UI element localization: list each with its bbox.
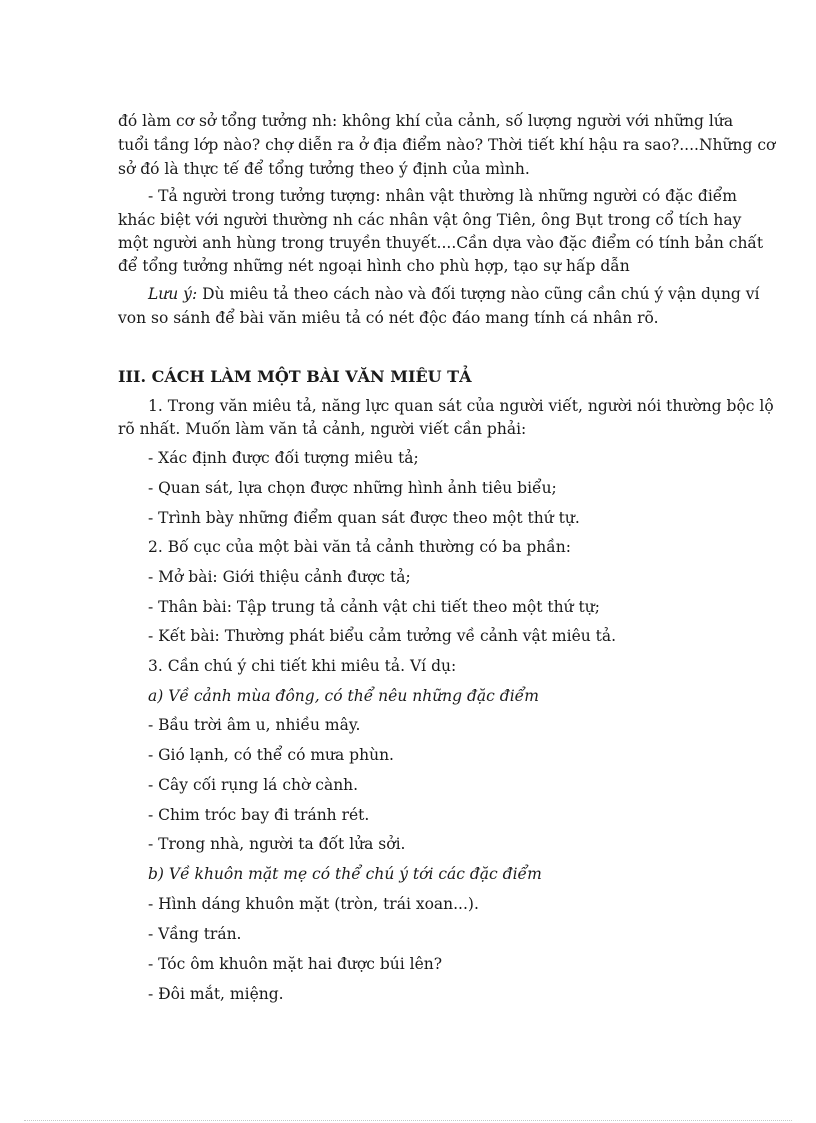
list-item: - Thân bài: Tập trung tả cảnh vật chi tiết theo một thứ tự; <box>148 598 600 616</box>
body-line: 1. Trong văn miêu tả, năng lực quan sát của người viết, người nói thường bộc lộ <box>148 397 774 415</box>
list-item: - Quan sát, lựa chọn được những hình ảnh tiêu biểu; <box>148 479 557 497</box>
list-item: - Bầu trời âm u, nhiều mây. <box>148 716 361 734</box>
list-item: - Gió lạnh, có thể có mưa phùn. <box>148 746 394 764</box>
body-line: để tổng tưởng những nét ngoại hình cho phù hợp, tạo sự hấp dẫn <box>118 257 630 275</box>
page-bottom-rule <box>24 1120 792 1121</box>
list-heading: 3. Cần chú ý chi tiết khi miêu tả. Ví dụ: <box>148 657 457 675</box>
list-item: - Kết bài: Thường phát biểu cảm tưởng về cảnh vật miêu tả. <box>148 627 617 645</box>
subsection-title: a) Về cảnh mùa đông, có thể nêu những đặc điểm <box>148 687 539 705</box>
section-heading: III. CÁCH LÀM MỘT BÀI VĂN MIÊU TẢ <box>118 367 472 386</box>
list-item: - Trong nhà, người ta đốt lửa sởi. <box>148 835 406 853</box>
list-item: - Tóc ôm khuôn mặt hai được búi lên? <box>148 955 443 973</box>
list-item: - Hình dáng khuôn mặt (tròn, trái xoan...). <box>148 895 479 913</box>
body-line: khác biệt với người thường nh các nhân vật ông Tiên, ông Bụt trong cổ tích hay <box>118 211 742 229</box>
list-item: - Xác định được đối tượng miêu tả; <box>148 449 419 467</box>
note-line: von so sánh để bài văn miêu tả có nét độc đáo mang tính cá nhân rõ. <box>118 309 659 327</box>
body-line: đó làm cơ sở tổng tưởng nh: không khí của cảnh, số lượng người với những lứa <box>118 112 734 130</box>
body-line: sở đó là thực tế để tổng tưởng theo ý định của mình. <box>118 160 530 178</box>
list-item: - Trình bày những điểm quan sát được theo một thứ tự. <box>148 509 580 527</box>
body-line: rõ nhất. Muốn làm văn tả cảnh, người viết cần phải: <box>118 420 527 438</box>
note-label: Lưu ý: <box>148 285 198 303</box>
body-line: tuổi tầng lớp nào? chợ diễn ra ở địa điểm nào? Thời tiết khí hậu ra sao?....Những cơ <box>118 136 776 154</box>
list-heading: 2. Bố cục của một bài văn tả cảnh thường có ba phần: <box>148 538 571 556</box>
body-line: - Tả người trong tưởng tượng: nhân vật thường là những người có đặc điểm <box>148 187 738 205</box>
subsection-title: b) Về khuôn mặt mẹ có thể chú ý tới các đặc điểm <box>148 865 542 883</box>
list-item: - Chim tróc bay đi tránh rét. <box>148 806 370 824</box>
list-item: - Mở bài: Giới thiệu cảnh được tả; <box>148 568 411 586</box>
list-item: - Vầng trán. <box>148 925 242 943</box>
list-item: - Cây cối rụng lá chờ cành. <box>148 776 359 794</box>
note-line <box>148 284 760 304</box>
note-text: Dù miêu tả theo cách nào và đối tượng nào cũng cần chú ý vận dụng ví <box>202 285 760 303</box>
list-item: - Đôi mắt, miệng. <box>148 985 284 1003</box>
body-line: một người anh hùng trong truyền thuyết....Cần dựa vào đặc điểm có tính bản chất <box>118 234 764 252</box>
